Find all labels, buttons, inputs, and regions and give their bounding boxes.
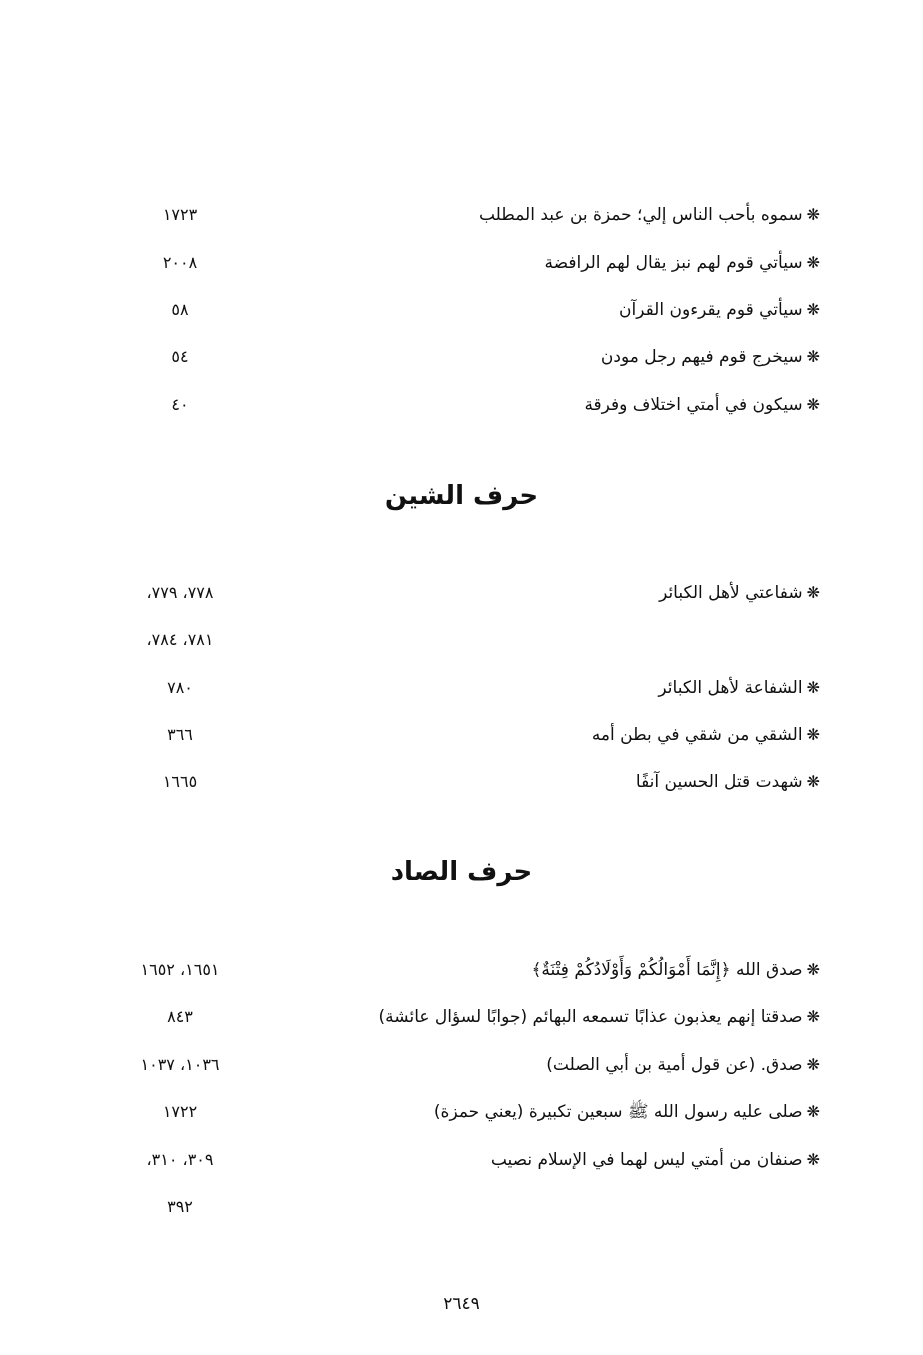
entry-numbers: ٣٦٦ bbox=[167, 725, 193, 744]
asterisk-icon: ❋ bbox=[806, 300, 820, 319]
entry-text: سيكون في أمتي اختلاف وفرقة bbox=[584, 395, 803, 415]
section-heading-shin: حرف الشين bbox=[384, 481, 539, 511]
asterisk-icon: ❋ bbox=[806, 583, 820, 602]
index-entry bbox=[110, 767, 820, 807]
index-entry bbox=[110, 248, 820, 288]
entry-numbers: ٣٠٩، ٣١٠، bbox=[146, 1150, 214, 1169]
asterisk-icon: ❋ bbox=[806, 1007, 820, 1026]
section-heading-sad: حرف الصاد bbox=[390, 857, 533, 887]
index-entry bbox=[110, 673, 820, 713]
entry-text: سموه بأحب الناس إلي؛ حمزة بن عبد المطلب bbox=[478, 205, 803, 225]
asterisk-icon: ❋ bbox=[806, 1150, 820, 1169]
asterisk-icon: ❋ bbox=[806, 1055, 820, 1074]
index-entry-continuation bbox=[110, 625, 820, 665]
index-entry bbox=[110, 955, 820, 995]
entry-numbers: ٤٠ bbox=[171, 395, 189, 414]
entry-numbers: ١٠٣٦، ١٠٣٧ bbox=[140, 1055, 220, 1074]
asterisk-icon: ❋ bbox=[806, 960, 820, 979]
asterisk-icon: ❋ bbox=[806, 205, 820, 224]
index-entry bbox=[110, 1002, 820, 1042]
entry-numbers: ٨٤٣ bbox=[167, 1007, 193, 1026]
page-number: ٢٦٤٩ bbox=[443, 1294, 480, 1314]
entry-numbers: ٧٨١، ٧٨٤، bbox=[146, 630, 214, 649]
asterisk-icon: ❋ bbox=[806, 253, 820, 272]
index-entry bbox=[110, 390, 820, 430]
index-entry bbox=[110, 295, 820, 335]
asterisk-icon: ❋ bbox=[806, 1102, 820, 1121]
index-entry-continuation bbox=[110, 1192, 820, 1232]
entry-numbers: ٧٨٠ bbox=[167, 678, 193, 697]
index-entry bbox=[110, 200, 820, 240]
index-entry bbox=[110, 578, 820, 618]
entry-numbers: ٧٧٨، ٧٧٩، bbox=[146, 583, 214, 602]
entry-text: شهدت قتل الحسين آنفًا bbox=[635, 772, 803, 792]
entry-text: سيأتي قوم لهم نبز يقال لهم الرافضة bbox=[544, 253, 803, 273]
entry-text: صدقتا إنهم يعذبون عذابًا تسمعه البهائم (جوابًا لسؤال عائشة) bbox=[378, 1007, 803, 1027]
index-entry bbox=[110, 720, 820, 760]
entry-text: الشفاعة لأهل الكبائر bbox=[658, 678, 803, 698]
asterisk-icon: ❋ bbox=[806, 347, 820, 366]
asterisk-icon: ❋ bbox=[806, 678, 820, 697]
entry-numbers: ٥٤ bbox=[171, 347, 189, 366]
index-entry bbox=[110, 1145, 820, 1185]
entry-text: الشقي من شقي في بطن أمه bbox=[591, 725, 803, 745]
index-entry bbox=[110, 342, 820, 382]
entry-text: صنفان من أمتي ليس لهما في الإسلام نصيب bbox=[490, 1150, 803, 1170]
entry-text: سيأتي قوم يقرءون القرآن bbox=[619, 300, 803, 320]
entry-text: شفاعتي لأهل الكبائر bbox=[659, 583, 803, 603]
entry-numbers: ١٧٢٣ bbox=[162, 205, 198, 224]
entry-text: سيخرج قوم فيهم رجل مودن bbox=[600, 347, 803, 367]
entry-numbers: ٥٨ bbox=[171, 300, 189, 319]
entry-numbers: ١٧٢٢ bbox=[162, 1102, 198, 1121]
entry-numbers: ١٦٦٥ bbox=[162, 772, 198, 791]
entry-text: صدق. (عن قول أمية بن أبي الصلت) bbox=[546, 1055, 803, 1075]
asterisk-icon: ❋ bbox=[806, 395, 820, 414]
index-entry bbox=[110, 1097, 820, 1137]
index-entry bbox=[110, 1050, 820, 1090]
entry-text: صدق الله ﴿إِنَّمَا أَمْوَالُكُمْ وَأَوْلَادُكُمْ فِتْنَةٌ﴾ bbox=[531, 960, 803, 980]
entry-numbers: ٣٩٢ bbox=[167, 1197, 193, 1216]
asterisk-icon: ❋ bbox=[806, 772, 820, 791]
entry-numbers: ٢٠٠٨ bbox=[162, 253, 198, 272]
asterisk-icon: ❋ bbox=[806, 725, 820, 744]
entry-text: صلى عليه رسول الله ﷺ سبعين تكبيرة (يعني حمزة) bbox=[433, 1102, 803, 1122]
entry-numbers: ١٦٥١، ١٦٥٢ bbox=[140, 960, 220, 979]
